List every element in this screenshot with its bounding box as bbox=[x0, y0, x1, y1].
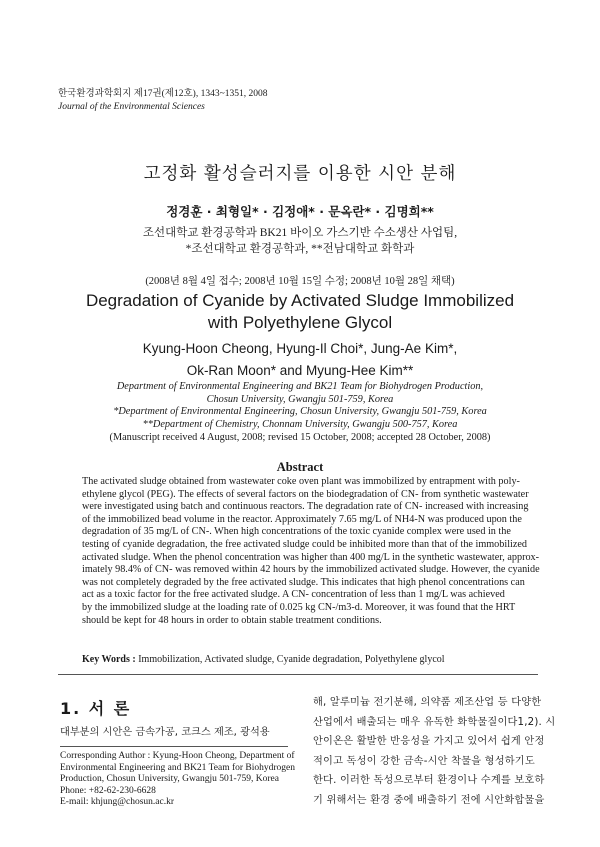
abstract-line: ethylene glycol (PEG). The effects of several factors on the biodegradation of CN- from synthetic wastewater bbox=[82, 488, 529, 500]
korean-title: 고정화 활성슬러지를 이용한 시안 분해 bbox=[143, 164, 457, 184]
footnote-email: E-mail: khjung@chosun.ac.kr bbox=[60, 797, 175, 807]
abstract-heading: Abstract bbox=[276, 460, 324, 474]
english-affiliation-line: Department of Environmental Engineering and BK21 Team for Biohydrogen Production, bbox=[116, 381, 484, 392]
abstract-line: imately 98.4% of CN- was removed within 42 hours by the immobilized activated sludge. However, the cyanide bbox=[82, 564, 540, 576]
english-title-line: Degradation of Cyanide by Activated Sludge Immobilized bbox=[85, 291, 515, 310]
keywords-text: Immobilization, Activated sludge, Cyanide degradation, Polyethylene glycol bbox=[138, 654, 445, 665]
abstract-line: were investigated using batch and continuous reactors. The degradation rate of CN- increased with increasing bbox=[82, 501, 529, 513]
abstract-body bbox=[82, 476, 540, 627]
korean-affiliation-line: *조선대학교 환경공학과, **전남대학교 화학과 bbox=[185, 243, 415, 255]
english-affiliation bbox=[0, 381, 600, 431]
footnote-line: Corresponding Author : Kyung-Hoon Cheong, Department of bbox=[60, 751, 295, 761]
left-column-text: 대부분의 시안은 금속가공, 코크스 제조, 광석용 bbox=[60, 727, 270, 738]
right-column-line: 산업에서 배출되는 매우 유독한 화학물질이다1,2). 시 bbox=[313, 716, 556, 728]
english-affiliation-line: **Department of Chemistry, Chonnam University, Gwangju 500-757, Korea bbox=[142, 418, 458, 430]
divider bbox=[58, 674, 538, 675]
journal-header bbox=[58, 88, 267, 114]
footnote-line: Production, Chosun University, Gwangju 501-759, Korea bbox=[60, 774, 279, 784]
abstract-line: act as a toxic factor for the free activated sludge. A CN- concentration of less than 1 mg/L was achieved bbox=[82, 589, 505, 601]
abstract-line: activated sludge. When the phenol concentration was higher than 400 mg/L in the synthetic wastewater, approx- bbox=[82, 551, 540, 563]
english-authors bbox=[0, 338, 600, 382]
korean-authors: 정경훈 · 최형일* · 김정애* · 문옥란* · 김명희** bbox=[166, 204, 434, 219]
english-authors-line: Kyung-Hoon Cheong, Hyung-Il Choi*, Jung-Ae Kim*, bbox=[142, 341, 458, 356]
abstract-line: The activated sludge obtained from wastewater coke oven plant was immobilized by entrapment with poly- bbox=[82, 476, 520, 487]
abstract-line: was not completely degraded by the free activated sludge. This indicates that high phenol concentrations can bbox=[82, 576, 525, 588]
right-column-line: 적이고 독성이 강한 금속-시안 착물을 형성하기도 bbox=[313, 755, 535, 767]
right-column-line: 한다. 이러한 독성으로부터 환경이나 수계를 보호하 bbox=[313, 775, 545, 787]
korean-dates: (2008년 8월 4일 접수; 2008년 10월 15일 수정; 2008년 10월 28일 채택) bbox=[145, 276, 455, 287]
footnote-line: Phone: +82-62-230-6628 bbox=[60, 785, 156, 796]
abstract-line: of the immobilized bead volume in the reactor. Approximately 7.65 mg/L of NH4-N was produced upon the bbox=[82, 513, 522, 525]
right-column-line: 안이온은 활발한 반응성을 가지고 있어서 쉽게 안정 bbox=[313, 736, 545, 748]
footnote-divider bbox=[60, 746, 288, 747]
abstract-line: by the immobilized sludge at the loading rate of 0.025 kg CN-/m3-d. Moreover, it was found that the HRT bbox=[82, 601, 516, 613]
english-dates: (Manuscript received 4 August, 2008; revised 15 October, 2008; accepted 28 October, 2008) bbox=[109, 432, 491, 443]
section-heading: 1. 서 론 bbox=[60, 699, 132, 718]
right-column-line: 해, 알루미늄 전기분해, 의약품 제조산업 등 다양한 bbox=[313, 697, 542, 708]
abstract-line: should be kept for 48 hours in order to obtain stable treatment conditions. bbox=[82, 614, 382, 626]
english-authors-line: Ok-Ran Moon* and Myung-Hee Kim** bbox=[186, 363, 414, 378]
english-affiliation-line: Chosun University, Gwangju 501-759, Korea bbox=[206, 393, 394, 405]
keywords bbox=[82, 654, 445, 665]
journal-citation: 한국환경과학회지 제17권(제12호), 1343~1351, 2008 bbox=[58, 89, 268, 99]
korean-affiliation bbox=[0, 225, 600, 257]
english-title bbox=[0, 290, 600, 334]
korean-affiliation-line: 조선대학교 환경공학과 BK21 바이오 가스기반 수소생산 사업팀, bbox=[142, 227, 458, 239]
english-affiliation-line: *Department of Environmental Engineering, Chosun University, Gwangju 501-759, Korea bbox=[113, 406, 487, 417]
abstract-line: degradation of 35 mg/L of CN-. When high concentrations of the toxic cyanide complex were used in the bbox=[82, 526, 511, 538]
english-title-line: with Polyethylene Glycol bbox=[207, 313, 393, 332]
abstract-line: testing of cyanide degradation, the free activated sludge could be inhibited more than that of the immobilized bbox=[82, 538, 527, 550]
keywords-label: Key Words : bbox=[82, 654, 136, 665]
right-column-line: 기 위해서는 환경 중에 배출하기 전에 시안화합물을 bbox=[313, 794, 545, 806]
corresponding-author-footnote bbox=[60, 751, 295, 809]
right-column-text bbox=[313, 693, 556, 811]
footnote-line: Environmental Engineering and BK21 Team for Biohydrogen bbox=[60, 762, 296, 773]
journal-name: Journal of the Environmental Sciences bbox=[58, 102, 205, 112]
